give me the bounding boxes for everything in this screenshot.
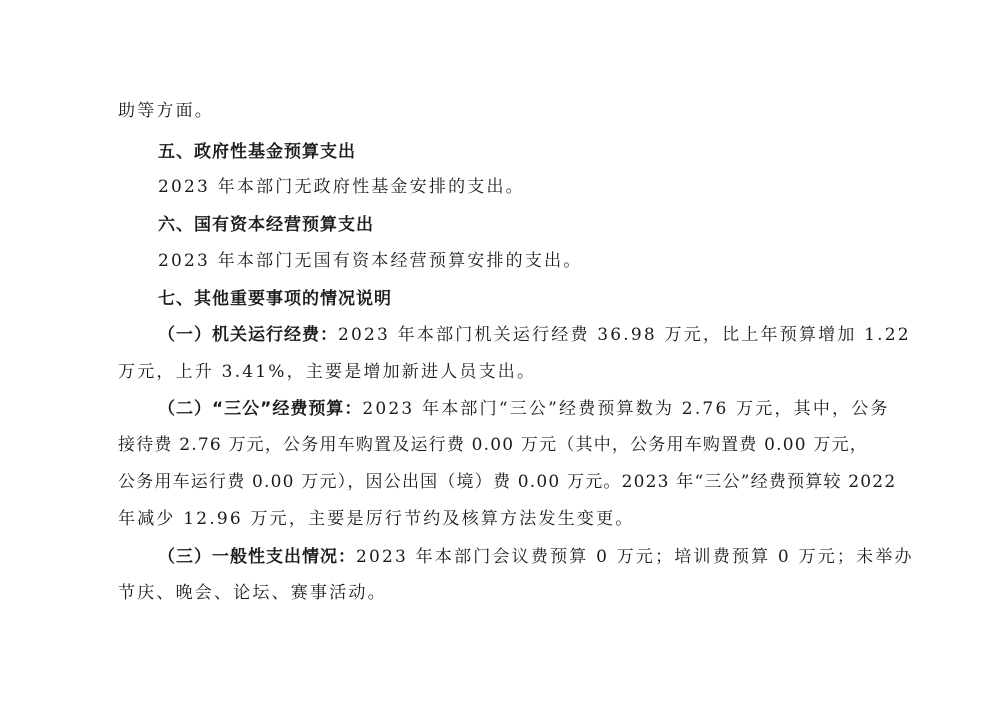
- label-three-public: （二）“三公”经费预算：: [158, 399, 363, 419]
- paragraph-government-fund: 2023 年本部门无政府性基金安排的支出。: [158, 177, 525, 197]
- paragraph-general-expenditure: [158, 546, 914, 568]
- paragraph-three-public-line3: 公务用车运行费 0.00 万元），因公出国（境）费 0.00 万元。2023 年“三公”经费预算较 2022: [118, 472, 897, 492]
- paragraph-three-public-line2: 接待费 2.76 万元，公务用车购置及运行费 0.00 万元（其中，公务用车购置费 0.00 万元，: [118, 435, 868, 455]
- label-general-expenditure: （三）一般性支出情况：: [158, 547, 356, 567]
- heading-other-matters: 七、其他重要事项的情况说明: [158, 289, 392, 309]
- paragraph-general-expenditure-cont: 节庆、晚会、论坛、赛事活动。: [118, 583, 387, 603]
- text-three-public-1: 2023 年本部门“三公”经费预算数为 2.76 万元，其中，公务: [362, 399, 890, 419]
- paragraph-three-public: [158, 398, 890, 420]
- paragraph-three-public-line4: 年减少 12.96 万元，主要是厉行节约及核算方法发生变更。: [118, 509, 635, 529]
- text-general-expenditure-1: 2023 年本部门会议费预算 0 万元；培训费预算 0 万元；未举办: [356, 547, 914, 567]
- label-operating-expenses: （一）机关运行经费：: [158, 325, 338, 345]
- paragraph-state-capital: 2023 年本部门无国有资本经营预算安排的支出。: [158, 251, 583, 271]
- paragraph-continuation: 助等方面。: [118, 101, 214, 121]
- heading-government-fund-budget: 五、政府性基金预算支出: [158, 142, 356, 162]
- paragraph-operating-expenses: [158, 324, 911, 346]
- paragraph-operating-expenses-cont: 万元，上升 3.41%，主要是增加新进人员支出。: [118, 362, 537, 382]
- text-operating-expenses-1: 2023 年本部门机关运行经费 36.98 万元，比上年预算增加 1.22: [338, 325, 911, 345]
- heading-state-capital-budget: 六、国有资本经营预算支出: [158, 215, 374, 235]
